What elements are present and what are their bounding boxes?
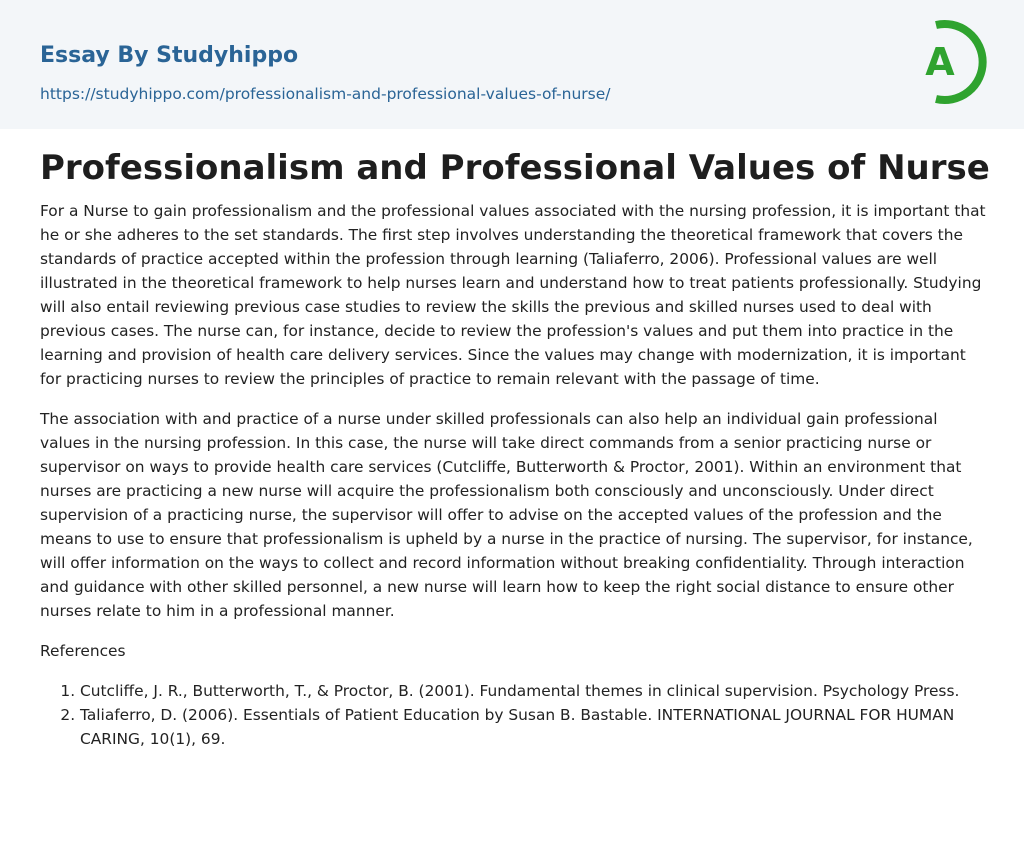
studyhippo-logo-icon[interactable] xyxy=(910,18,988,106)
page-header xyxy=(0,0,1024,129)
article-title: Professionalism and Professional Values of Nurse xyxy=(40,148,990,188)
references-heading: References xyxy=(40,642,126,660)
reference-item-1: 1. Cutcliffe, J. R., Butterworth, T., & Proctor, B. (2001). Fundamental themes in clinical supervision. Psychology Press. xyxy=(80,679,990,703)
references-list xyxy=(40,679,990,751)
article-paragraph-2: The association with and practice of a nurse under skilled professionals can also help an individual gain professional values in the nursing profession. In this case, the nurse will take direct commands from a senior practicing nurse or supervisor on ways to provide health care services (Cutcliffe, Butterworth & Proctor, 2001). Within an environment that nurses are practicing a new nurse will acquire the professionalism both consciously and unconsciously. Under direct supervision of a practicing nurse, the supervisor will offer to advise on the accepted values of the profession and the means to use to ensure that professionalism is upheld by a nurse in the practice of nursing. The supervisor, for instance, will offer information on the ways to collect and record information without breaking confidentiality. Through interaction and guidance with other skilled personnel, a new nurse will learn how to keep the right social distance to ensure other nurses relate to him in a professional manner. xyxy=(40,410,973,620)
reference-item-2: 2. Taliaferro, D. (2006). Essentials of Patient Education by Susan B. Bastable. INTERNATIONAL JOURNAL FOR HUMAN CARING, 10(1), 69. xyxy=(80,703,990,751)
article-content xyxy=(40,143,990,751)
site-brand[interactable]: Essay By Studyhippo xyxy=(40,43,299,68)
article-paragraph-1: For a Nurse to gain professionalism and the professional values associated with the nursing profession, it is important that he or she adheres to the set standards. The first step involves understanding the theoretical framework that covers the standards of practice accepted within the profession through learning (Taliaferro, 2006). Professional values are well illustrated in the theoretical framework to help nurses learn and understand how to treat patients professionally. Studying will also entail reviewing previous case studies to review the skills the previous and skilled nurses used to deal with previous cases. The nurse can, for instance, decide to review the profession's values and put them into practice in the learning and provision of health care delivery services. Since the values may change with modernization, it is important for practicing nurses to review the principles of practice to remain relevant with the passage of time. xyxy=(40,202,986,388)
essay-url-link[interactable]: https://studyhippo.com/professionalism-and-professional-values-of-nurse/ xyxy=(40,85,611,103)
logo-letter: A xyxy=(925,40,955,84)
